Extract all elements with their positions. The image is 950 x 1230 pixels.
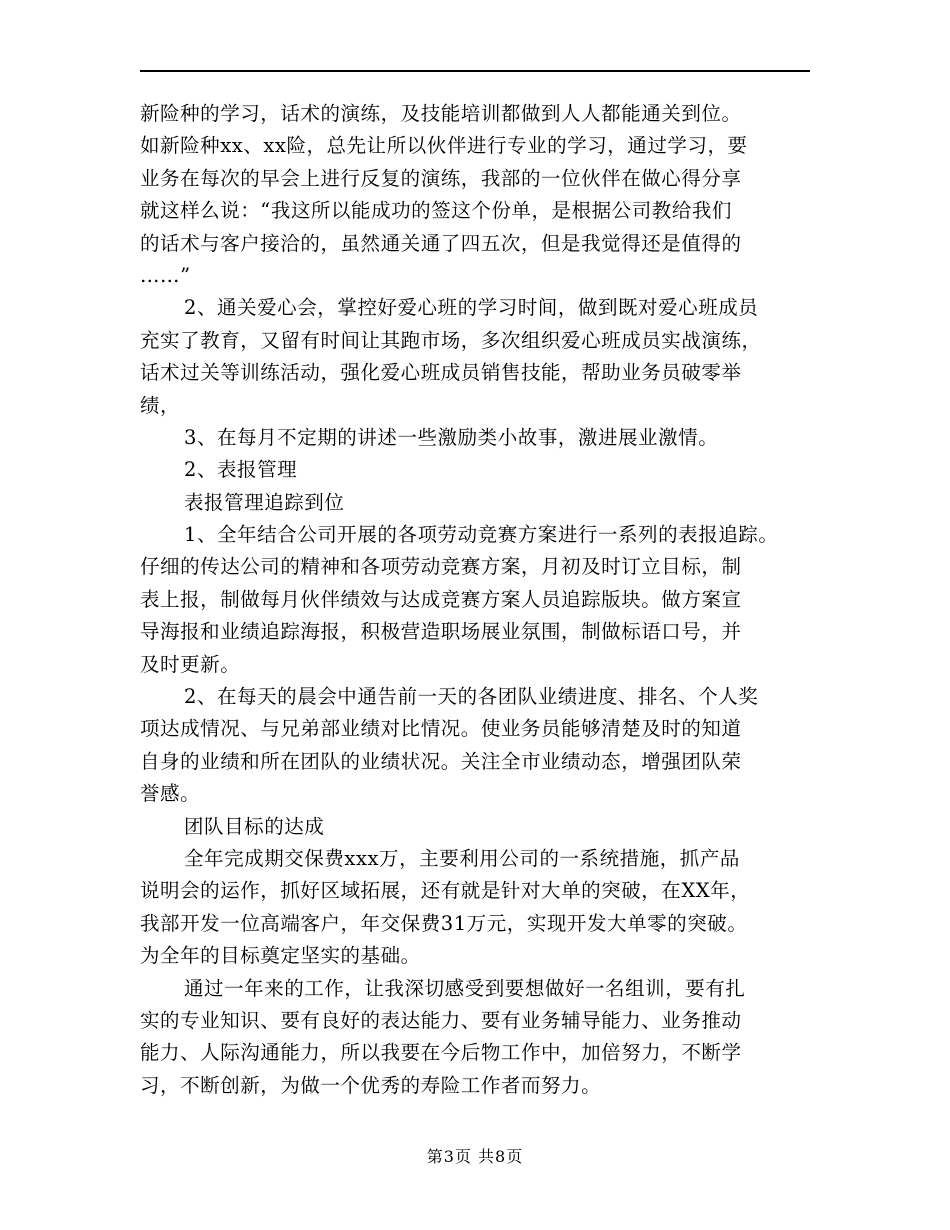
footer-page-number: 3 xyxy=(443,1147,455,1166)
text-line: 及时更新。 xyxy=(140,652,241,676)
text-line: 2、表报管理 xyxy=(184,458,298,482)
footer-prefix: 第 xyxy=(426,1147,444,1166)
text-line: 表报管理追踪到位 xyxy=(184,490,345,514)
text-line: 能力、人际沟通能力，所以我要在今后物工作中，加倍努力，不断学 xyxy=(140,1041,742,1065)
text-line: 3、在每月不定期的讲述一些激励类小故事，激进展业激情。 xyxy=(184,425,719,449)
text-line: 为全年的目标奠定坚实的基础。 xyxy=(140,944,421,968)
document-body xyxy=(140,98,810,1102)
header-rule xyxy=(140,70,810,72)
text-line: 通过一年来的工作，让我深切感受到要想做好一名组训，要有扎 xyxy=(184,976,746,1000)
text-line: 新险种的学习，话术的演练，及技能培训都做到人人都能通关到位。 xyxy=(140,102,742,125)
text-line: 2、通关爱心会，掌控好爱心班的学习时间，做到既对爱心班成员 xyxy=(184,296,759,320)
text-line: 导海报和业绩追踪海报，积极营造职场展业氛围，制做标语口号，并 xyxy=(140,620,742,644)
text-line: 说明会的运作，抓好区域拓展，还有就是针对大单的突破，在XX年， xyxy=(140,879,751,903)
page-footer xyxy=(0,1147,950,1167)
text-line: 我部开发一位高端客户，年交保费31万元，实现开发大单零的突破。 xyxy=(140,911,748,935)
footer-middle: 页 共 xyxy=(454,1147,496,1166)
text-line: 充实了教育，又留有时间让其跑市场，多次组织爱心班成员实战演练， xyxy=(140,328,762,352)
text-line: ……” xyxy=(140,263,191,287)
text-line: 表上报，制做每月伙伴绩效与达成竞赛方案人员追踪版块。做方案宣 xyxy=(140,587,742,611)
text-line: 自身的业绩和所在团队的业绩状况。关注全市业绩动态，增强团队荣 xyxy=(140,749,742,773)
text-line: 全年完成期交保费xxx万，主要利用公司的一系统措施，抓产品 xyxy=(184,846,740,870)
text-line: 就这样么说：“我这所以能成功的签这个份单，是根据公司教给我们 xyxy=(140,199,732,223)
footer-suffix: 页 xyxy=(506,1147,524,1166)
text-line: 2、在每天的晨会中通告前一天的各团队业绩进度、排名、个人奖 xyxy=(184,685,759,709)
footer-total-pages: 8 xyxy=(495,1147,507,1166)
text-line: 团队目标的达成 xyxy=(184,814,325,838)
text-line: 项达成情况、与兄弟部业绩对比情况。使业务员能够清楚及时的知道 xyxy=(140,717,742,741)
text-line: 习，不断创新，为做一个优秀的寿险工作者而努力。 xyxy=(140,1073,602,1097)
text-line: 业务在每次的早会上进行反复的演练，我部的一位伙伴在做心得分享 xyxy=(140,166,742,190)
text-line: 誉感。 xyxy=(140,782,201,806)
text-line: 话术过关等训练活动，强化爱心班成员销售技能，帮助业务员破零举 xyxy=(140,361,742,385)
text-line: 仔细的传达公司的精神和各项劳动竞赛方案，月初及时订立目标，制 xyxy=(140,555,742,579)
text-line: 的话术与客户接洽的，虽然通关通了四五次，但是我觉得还是值得的 xyxy=(140,231,742,255)
text-line: 如新险种xx、xx险，总先让所以伙伴进行专业的学习，通过学习，要 xyxy=(140,134,748,158)
text-line: 1、全年结合公司开展的各项劳动竞赛方案进行一系列的表报追踪。 xyxy=(184,523,779,547)
text-line: 绩， xyxy=(140,393,181,417)
text-line: 实的专业知识、要有良好的表达能力、要有业务辅导能力、业务推动 xyxy=(140,1008,742,1032)
